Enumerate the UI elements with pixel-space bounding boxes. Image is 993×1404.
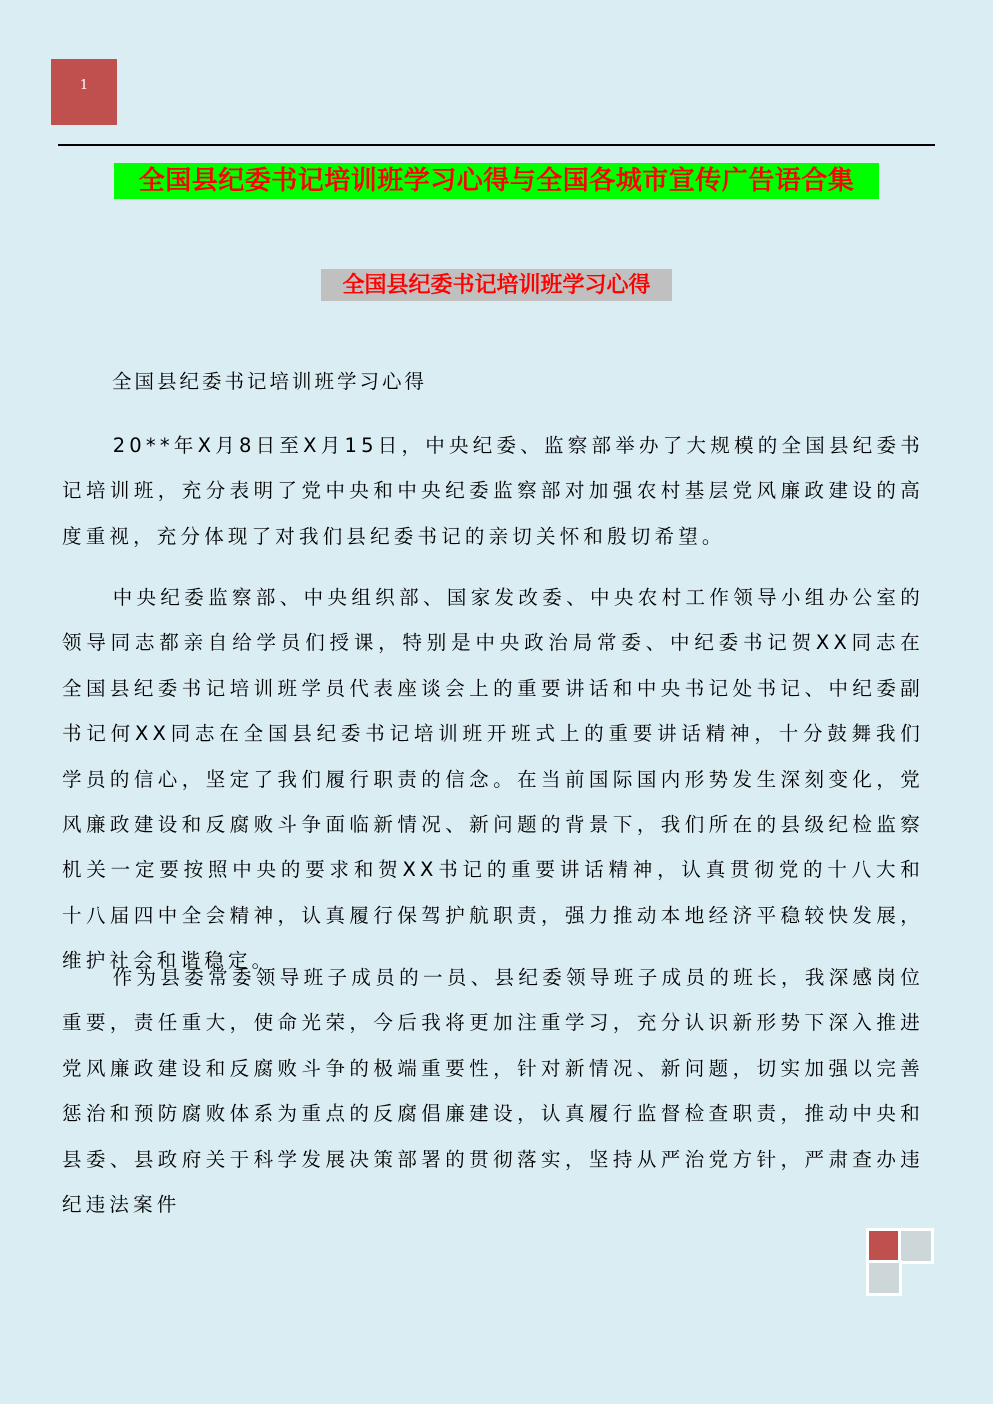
page-number: 1	[79, 77, 89, 93]
paragraph-1-block	[62, 423, 924, 559]
paragraph-2-block	[62, 575, 924, 984]
document-sub-title: 全国县纪委书记培训班学习心得	[321, 269, 672, 301]
paragraph-3-block	[62, 955, 924, 1227]
document-main-title: 全国县纪委书记培训班学习心得与全国各城市宣传广告语合集	[114, 163, 879, 199]
page-number-badge	[51, 59, 117, 125]
decorative-square-gray	[898, 1228, 934, 1264]
paragraph: 中央纪委监察部、中央组织部、国家发改委、中央农村工作领导小组办公室的领导同志都亲自给学员们授课，特别是中央政治局常委、中纪委书记贺XX同志在全国县纪委书记培训班学员代表座谈会上的重要讲话和中央书记处书记、中纪委副书记何XX同志在全国县纪委书记培训班开班式上的重要讲话精神，十分鼓舞我们学员的信心，坚定了我们履行职责的信念。在当前国际国内形势发生深刻变化，党风廉政建设和反腐败斗争面临新情况、新问题的背景下，我们所在的县级纪检监察机关一定要按照中央的要求和贺XX书记的重要讲话精神，认真贯彻党的十八大和十八届四中全会精神，认真履行保驾护航职责，强力推动本地经济平稳较快发展，维护社会和谐稳定。	[62, 586, 924, 973]
header-divider	[58, 144, 935, 146]
section-heading-line: 全国县纪委书记培训班学习心得	[112, 370, 428, 393]
decorative-square-gray	[866, 1260, 902, 1296]
paragraph: 20**年X月8日至X月15日，中央纪委、监察部举办了大规模的全国县纪委书记培训班，充分表明了党中央和中央纪委监察部对加强农村基层党风廉政建设的高度重视，充分体现了对我们县纪委书记的亲切关怀和殷切希望。	[62, 434, 924, 548]
paragraph: 作为县委常委领导班子成员的一员、县纪委领导班子成员的班长，我深感岗位重要，责任重大，使命光荣，今后我将更加注重学习，充分认识新形势下深入推进党风廉政建设和反腐败斗争的极端重要性，针对新情况、新问题，切实加强以完善惩治和预防腐败体系为重点的反腐倡廉建设，认真履行监督检查职责，推动中央和县委、县政府关于科学发展决策部署的贯彻落实，坚持从严治党方针，严肃查办违纪违法案件	[62, 966, 924, 1217]
decorative-square-red	[866, 1228, 902, 1264]
